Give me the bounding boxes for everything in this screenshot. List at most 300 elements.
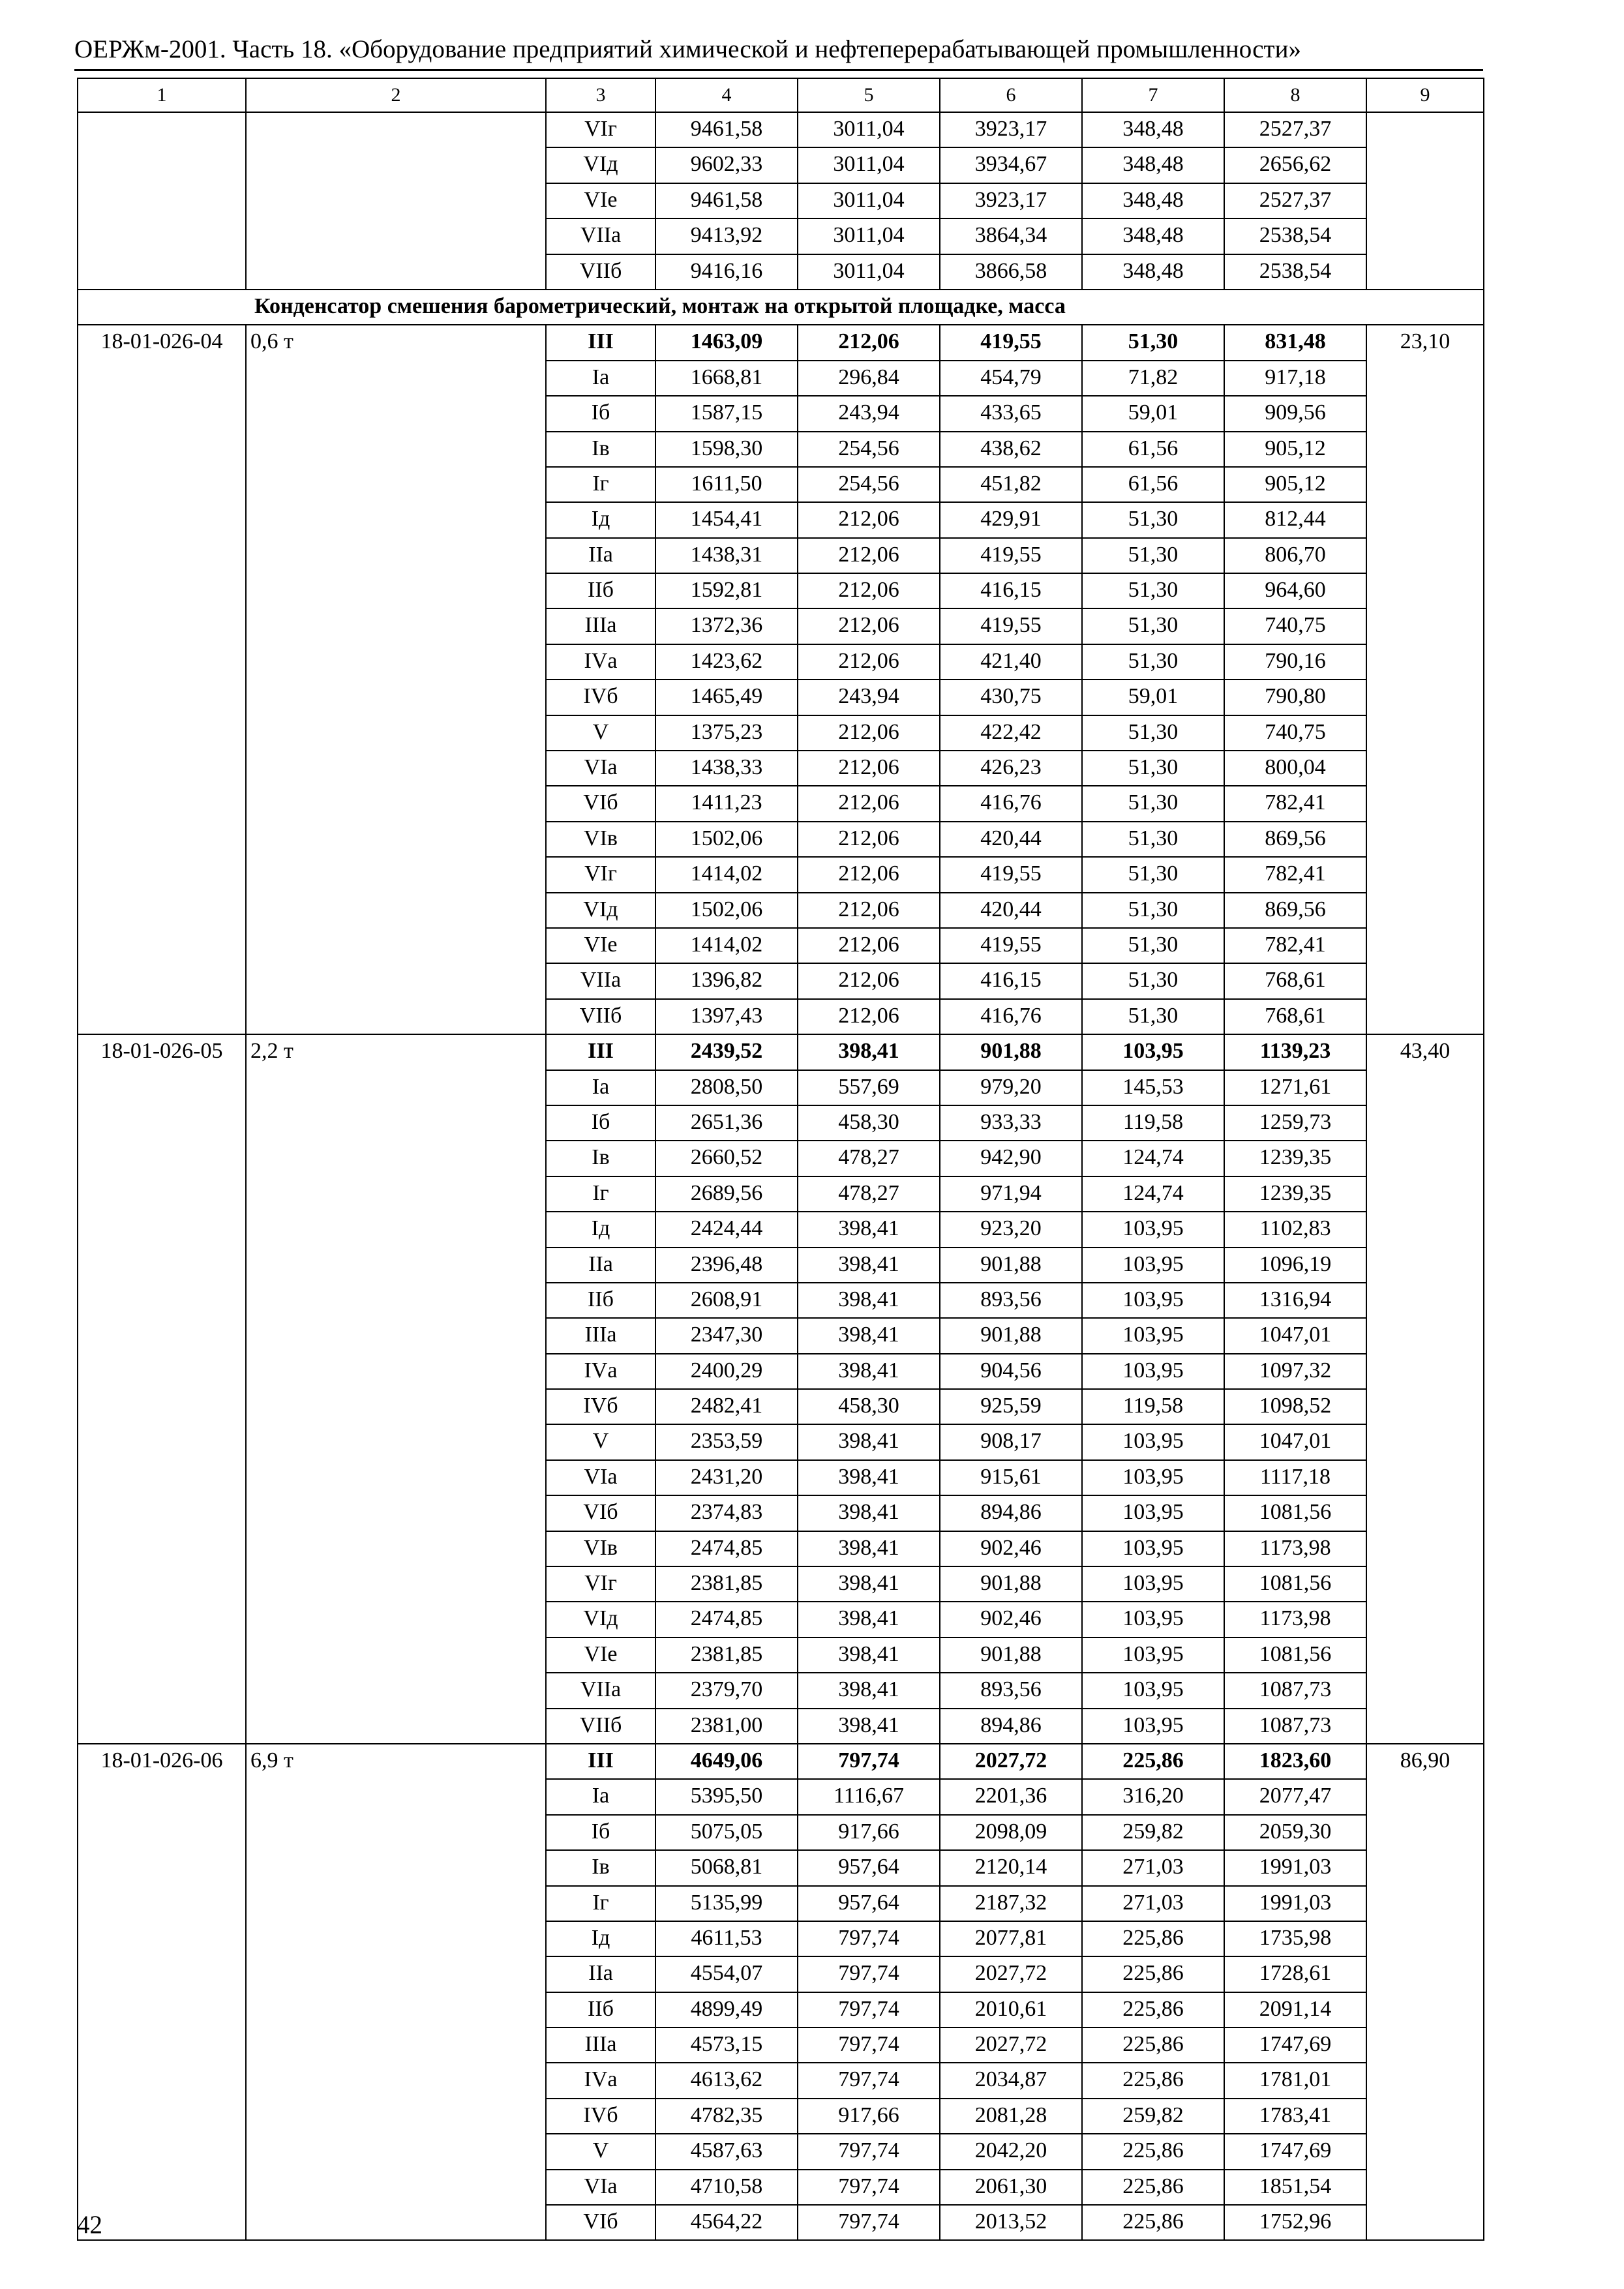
- value-cell: 957,64: [798, 1886, 940, 1921]
- value-cell: 831,48: [1224, 325, 1366, 360]
- value-cell: 2120,14: [940, 1850, 1082, 1885]
- zone-cell: VIд: [546, 893, 655, 928]
- value-cell: 901,88: [940, 1566, 1082, 1602]
- value-cell: 103,95: [1082, 1673, 1224, 1708]
- value-cell: 9416,16: [655, 254, 798, 290]
- value-cell: 1823,60: [1224, 1744, 1366, 1779]
- value-cell: 316,20: [1082, 1779, 1224, 1814]
- value-cell: 1173,98: [1224, 1602, 1366, 1637]
- value-cell: 2482,41: [655, 1389, 798, 1424]
- value-cell: 212,06: [798, 751, 940, 786]
- value-cell: 9461,58: [655, 112, 798, 147]
- value-cell: 1372,36: [655, 608, 798, 644]
- value-cell: 894,86: [940, 1709, 1082, 1744]
- value-cell: 420,44: [940, 893, 1082, 928]
- value-cell: 869,56: [1224, 893, 1366, 928]
- value-cell: 398,41: [798, 1424, 940, 1459]
- value-cell: 212,06: [798, 644, 940, 680]
- zone-cell: VIб: [546, 2205, 655, 2240]
- value-cell: 1587,15: [655, 396, 798, 431]
- zone-cell: VIв: [546, 822, 655, 857]
- zone-cell: V: [546, 715, 655, 751]
- column-number: 3: [546, 78, 655, 112]
- value-cell: 348,48: [1082, 183, 1224, 218]
- value-cell: 1851,54: [1224, 2170, 1366, 2205]
- value-cell: 271,03: [1082, 1850, 1224, 1885]
- value-cell: 3923,17: [940, 183, 1082, 218]
- value-cell: 3011,04: [798, 147, 940, 183]
- value-cell: 1502,06: [655, 893, 798, 928]
- zone-cell: IVа: [546, 1354, 655, 1389]
- value-cell: 212,06: [798, 999, 940, 1034]
- value-cell: 1747,69: [1224, 2134, 1366, 2169]
- value-cell: 790,80: [1224, 680, 1366, 715]
- value-cell: 925,59: [940, 1389, 1082, 1424]
- value-cell: 4573,15: [655, 2027, 798, 2063]
- value-cell: 2081,28: [940, 2099, 1082, 2134]
- value-cell: 212,06: [798, 963, 940, 998]
- value-cell: 2379,70: [655, 1673, 798, 1708]
- value-cell: 2059,30: [1224, 1815, 1366, 1850]
- value-cell: 398,41: [798, 1283, 940, 1318]
- value-cell: 103,95: [1082, 1212, 1224, 1247]
- value-cell: 797,74: [798, 1992, 940, 2027]
- header-rule: [74, 69, 1483, 71]
- value-cell: 782,41: [1224, 928, 1366, 963]
- value-cell: 9461,58: [655, 183, 798, 218]
- zone-cell: VIIб: [546, 254, 655, 290]
- zone-cell: IIIа: [546, 608, 655, 644]
- value-cell: 2474,85: [655, 1531, 798, 1566]
- value-cell: 416,76: [940, 786, 1082, 821]
- value-cell: 2660,52: [655, 1141, 798, 1176]
- value-cell: 1102,83: [1224, 1212, 1366, 1247]
- value-cell: 782,41: [1224, 857, 1366, 892]
- value-cell: 398,41: [798, 1460, 940, 1495]
- value-cell: 3934,67: [940, 147, 1082, 183]
- value-cell: 1502,06: [655, 822, 798, 857]
- value-cell: 3923,17: [940, 112, 1082, 147]
- column-number-row: [78, 78, 1484, 112]
- value-cell: 2424,44: [655, 1212, 798, 1247]
- value-cell: 1991,03: [1224, 1886, 1366, 1921]
- value-cell: 2091,14: [1224, 1992, 1366, 2027]
- zone-cell: VIд: [546, 147, 655, 183]
- value-cell: 2027,72: [940, 1744, 1082, 1779]
- zone-cell: V: [546, 2134, 655, 2169]
- zone-cell: Iа: [546, 1070, 655, 1105]
- value-cell: 51,30: [1082, 715, 1224, 751]
- value-cell: 1271,61: [1224, 1070, 1366, 1105]
- value-cell: 426,23: [940, 751, 1082, 786]
- value-cell: 51,30: [1082, 928, 1224, 963]
- value-cell: 119,58: [1082, 1389, 1224, 1424]
- value-cell: 212,06: [798, 608, 940, 644]
- value-cell: 398,41: [798, 1354, 940, 1389]
- value-cell: 971,94: [940, 1176, 1082, 1212]
- value-cell: 419,55: [940, 928, 1082, 963]
- table-body: [78, 78, 1484, 2240]
- value-cell: 1397,43: [655, 999, 798, 1034]
- value-cell: 1438,33: [655, 751, 798, 786]
- value-cell: 212,06: [798, 502, 940, 537]
- value-cell: 254,56: [798, 467, 940, 502]
- value-cell: 398,41: [798, 1034, 940, 1070]
- value-cell: 2400,29: [655, 1354, 798, 1389]
- value-cell: 1173,98: [1224, 1531, 1366, 1566]
- value-cell: 51,30: [1082, 751, 1224, 786]
- value-cell: 3011,04: [798, 183, 940, 218]
- value-cell: 2808,50: [655, 1070, 798, 1105]
- value-cell: 438,62: [940, 432, 1082, 467]
- value-cell: 59,01: [1082, 396, 1224, 431]
- value-cell: 812,44: [1224, 502, 1366, 537]
- value-cell: 243,94: [798, 396, 940, 431]
- value-cell: 398,41: [798, 1709, 940, 1744]
- value-cell: 5135,99: [655, 1886, 798, 1921]
- value-cell: 51,30: [1082, 822, 1224, 857]
- value-cell: 103,95: [1082, 1495, 1224, 1531]
- value-cell: 893,56: [940, 1283, 1082, 1318]
- value-cell: 1097,32: [1224, 1354, 1366, 1389]
- value-cell: 61,56: [1082, 467, 1224, 502]
- value-cell: 1438,31: [655, 538, 798, 573]
- value-cell: 103,95: [1082, 1709, 1224, 1744]
- value-cell: 458,30: [798, 1105, 940, 1141]
- value-cell: 51,30: [1082, 538, 1224, 573]
- value-cell: 904,56: [940, 1354, 1082, 1389]
- value-cell: 103,95: [1082, 1283, 1224, 1318]
- value-cell: 2689,56: [655, 1176, 798, 1212]
- value-cell: 212,06: [798, 822, 940, 857]
- col9-cell: 86,90: [1366, 1744, 1484, 2240]
- value-cell: 923,20: [940, 1212, 1082, 1247]
- value-cell: 1598,30: [655, 432, 798, 467]
- column-number: 8: [1224, 78, 1366, 112]
- value-cell: 4613,62: [655, 2063, 798, 2098]
- value-cell: 212,06: [798, 325, 940, 360]
- mass-cell: 0,6 т: [246, 325, 546, 1034]
- price-table: [77, 78, 1484, 2241]
- document-header: ОЕРЖм-2001. Часть 18. «Оборудование предприятий химической и нефтеперерабатывающей промышленности»: [74, 35, 1301, 63]
- zone-cell: III: [546, 1034, 655, 1070]
- value-cell: 1259,73: [1224, 1105, 1366, 1141]
- value-cell: 901,88: [940, 1248, 1082, 1283]
- zone-cell: IIа: [546, 1248, 655, 1283]
- value-cell: 71,82: [1082, 361, 1224, 396]
- value-cell: 271,03: [1082, 1886, 1224, 1921]
- value-cell: 557,69: [798, 1070, 940, 1105]
- value-cell: 348,48: [1082, 112, 1224, 147]
- zone-cell: Iб: [546, 396, 655, 431]
- value-cell: 225,86: [1082, 2027, 1224, 2063]
- value-cell: 225,86: [1082, 2063, 1224, 2098]
- value-cell: 458,30: [798, 1389, 940, 1424]
- column-number: 5: [798, 78, 940, 112]
- zone-cell: VIIб: [546, 1709, 655, 1744]
- value-cell: 768,61: [1224, 999, 1366, 1034]
- value-cell: 909,56: [1224, 396, 1366, 431]
- zone-cell: IVа: [546, 644, 655, 680]
- value-cell: 348,48: [1082, 254, 1224, 290]
- value-cell: 420,44: [940, 822, 1082, 857]
- col9-cell: [1366, 112, 1484, 290]
- page-number: 42: [77, 2211, 102, 2239]
- value-cell: 4554,07: [655, 1956, 798, 1992]
- value-cell: 103,95: [1082, 1638, 1224, 1673]
- zone-cell: Iг: [546, 1176, 655, 1212]
- value-cell: 2201,36: [940, 1779, 1082, 1814]
- value-cell: 1728,61: [1224, 1956, 1366, 1992]
- value-cell: 4587,63: [655, 2134, 798, 2169]
- value-cell: 869,56: [1224, 822, 1366, 857]
- zone-cell: VIг: [546, 1566, 655, 1602]
- section-row: [78, 290, 1484, 325]
- value-cell: 398,41: [798, 1602, 940, 1637]
- zone-cell: Iв: [546, 432, 655, 467]
- zone-cell: VIд: [546, 1602, 655, 1637]
- zone-cell: VIIа: [546, 963, 655, 998]
- value-cell: 3011,04: [798, 254, 940, 290]
- value-cell: 422,42: [940, 715, 1082, 751]
- value-cell: 5395,50: [655, 1779, 798, 1814]
- zone-cell: VIIб: [546, 999, 655, 1034]
- value-cell: 917,66: [798, 2099, 940, 2134]
- value-cell: 2077,81: [940, 1921, 1082, 1956]
- value-cell: 800,04: [1224, 751, 1366, 786]
- code-cell: 18-01-026-06: [78, 1744, 246, 2240]
- value-cell: 259,82: [1082, 2099, 1224, 2134]
- value-cell: 2374,83: [655, 1495, 798, 1531]
- value-cell: 103,95: [1082, 1354, 1224, 1389]
- value-cell: 59,01: [1082, 680, 1224, 715]
- value-cell: 1423,62: [655, 644, 798, 680]
- value-cell: 2381,85: [655, 1638, 798, 1673]
- value-cell: 1087,73: [1224, 1709, 1366, 1744]
- value-cell: 797,74: [798, 2170, 940, 2205]
- value-cell: 103,95: [1082, 1318, 1224, 1353]
- zone-cell: Iб: [546, 1815, 655, 1850]
- value-cell: 894,86: [940, 1495, 1082, 1531]
- value-cell: 2353,59: [655, 1424, 798, 1459]
- value-cell: 2013,52: [940, 2205, 1082, 2240]
- value-cell: 1096,19: [1224, 1248, 1366, 1283]
- zone-cell: IVб: [546, 680, 655, 715]
- value-cell: 902,46: [940, 1531, 1082, 1566]
- value-cell: 398,41: [798, 1212, 940, 1247]
- value-cell: 51,30: [1082, 644, 1224, 680]
- value-cell: 51,30: [1082, 608, 1224, 644]
- zone-cell: III: [546, 325, 655, 360]
- value-cell: 2527,37: [1224, 112, 1366, 147]
- zone-cell: VIIа: [546, 218, 655, 254]
- value-cell: 225,86: [1082, 1921, 1224, 1956]
- value-cell: 1375,23: [655, 715, 798, 751]
- value-cell: 797,74: [798, 2063, 940, 2098]
- value-cell: 5068,81: [655, 1850, 798, 1885]
- col9-cell: 23,10: [1366, 325, 1484, 1034]
- value-cell: 433,65: [940, 396, 1082, 431]
- value-cell: 1735,98: [1224, 1921, 1366, 1956]
- value-cell: 917,18: [1224, 361, 1366, 396]
- value-cell: 103,95: [1082, 1034, 1224, 1070]
- value-cell: 51,30: [1082, 999, 1224, 1034]
- value-cell: 790,16: [1224, 644, 1366, 680]
- zone-cell: VIа: [546, 751, 655, 786]
- value-cell: 1592,81: [655, 573, 798, 608]
- value-cell: 9413,92: [655, 218, 798, 254]
- value-cell: 51,30: [1082, 786, 1224, 821]
- value-cell: 1752,96: [1224, 2205, 1366, 2240]
- value-cell: 259,82: [1082, 1815, 1224, 1850]
- zone-cell: VIг: [546, 112, 655, 147]
- value-cell: 4710,58: [655, 2170, 798, 2205]
- value-cell: 398,41: [798, 1638, 940, 1673]
- value-cell: 908,17: [940, 1424, 1082, 1459]
- value-cell: 51,30: [1082, 325, 1224, 360]
- zone-cell: III: [546, 1744, 655, 1779]
- value-cell: 212,06: [798, 538, 940, 573]
- column-number: 6: [940, 78, 1082, 112]
- value-cell: 1047,01: [1224, 1424, 1366, 1459]
- table-row: [78, 112, 1484, 147]
- value-cell: 398,41: [798, 1495, 940, 1531]
- value-cell: 145,53: [1082, 1070, 1224, 1105]
- value-cell: 1454,41: [655, 502, 798, 537]
- value-cell: 1991,03: [1224, 1850, 1366, 1885]
- value-cell: 806,70: [1224, 538, 1366, 573]
- value-cell: 398,41: [798, 1673, 940, 1708]
- zone-cell: Iг: [546, 467, 655, 502]
- value-cell: 2439,52: [655, 1034, 798, 1070]
- value-cell: 5075,05: [655, 1815, 798, 1850]
- value-cell: 1414,02: [655, 928, 798, 963]
- zone-cell: IIб: [546, 1992, 655, 2027]
- mass-cell: 6,9 т: [246, 1744, 546, 2240]
- value-cell: 1396,82: [655, 963, 798, 998]
- zone-cell: VIе: [546, 1638, 655, 1673]
- value-cell: 103,95: [1082, 1460, 1224, 1495]
- value-cell: 419,55: [940, 608, 1082, 644]
- column-number: 1: [78, 78, 246, 112]
- value-cell: 398,41: [798, 1566, 940, 1602]
- value-cell: 212,06: [798, 928, 940, 963]
- value-cell: 2656,62: [1224, 147, 1366, 183]
- value-cell: 454,79: [940, 361, 1082, 396]
- value-cell: 212,06: [798, 573, 940, 608]
- value-cell: 782,41: [1224, 786, 1366, 821]
- value-cell: 451,82: [940, 467, 1082, 502]
- value-cell: 905,12: [1224, 467, 1366, 502]
- value-cell: 901,88: [940, 1638, 1082, 1673]
- value-cell: 2027,72: [940, 2027, 1082, 2063]
- column-number: 2: [246, 78, 546, 112]
- value-cell: 2474,85: [655, 1602, 798, 1637]
- value-cell: 1668,81: [655, 361, 798, 396]
- value-cell: 103,95: [1082, 1566, 1224, 1602]
- zone-cell: VIа: [546, 2170, 655, 2205]
- column-number: 7: [1082, 78, 1224, 112]
- value-cell: 2061,30: [940, 2170, 1082, 2205]
- value-cell: 51,30: [1082, 893, 1224, 928]
- value-cell: 2396,48: [655, 1248, 798, 1283]
- value-cell: 124,74: [1082, 1141, 1224, 1176]
- value-cell: 51,30: [1082, 963, 1224, 998]
- value-cell: 225,86: [1082, 2170, 1224, 2205]
- value-cell: 2027,72: [940, 1956, 1082, 1992]
- value-cell: 901,88: [940, 1318, 1082, 1353]
- column-number: 4: [655, 78, 798, 112]
- section-title: Конденсатор смешения барометрический, монтаж на открытой площадке, масса: [78, 290, 1484, 325]
- code-cell: 18-01-026-04: [78, 325, 246, 1034]
- mass-cell: 2,2 т: [246, 1034, 546, 1744]
- value-cell: 212,06: [798, 893, 940, 928]
- value-cell: 4782,35: [655, 2099, 798, 2134]
- value-cell: 797,74: [798, 2205, 940, 2240]
- value-cell: 429,91: [940, 502, 1082, 537]
- value-cell: 398,41: [798, 1248, 940, 1283]
- table-row: [78, 1034, 1484, 1070]
- value-cell: 103,95: [1082, 1602, 1224, 1637]
- value-cell: 51,30: [1082, 502, 1224, 537]
- value-cell: 103,95: [1082, 1424, 1224, 1459]
- value-cell: 225,86: [1082, 1992, 1224, 2027]
- value-cell: 103,95: [1082, 1531, 1224, 1566]
- value-cell: 1411,23: [655, 786, 798, 821]
- value-cell: 416,15: [940, 573, 1082, 608]
- value-cell: 797,74: [798, 1744, 940, 1779]
- value-cell: 51,30: [1082, 857, 1224, 892]
- value-cell: 1239,35: [1224, 1176, 1366, 1212]
- zone-cell: VIб: [546, 1495, 655, 1531]
- value-cell: 797,74: [798, 1956, 940, 1992]
- zone-cell: Iа: [546, 361, 655, 396]
- value-cell: 419,55: [940, 325, 1082, 360]
- value-cell: 4649,06: [655, 1744, 798, 1779]
- zone-cell: IVа: [546, 2063, 655, 2098]
- value-cell: 797,74: [798, 2134, 940, 2169]
- value-cell: 419,55: [940, 857, 1082, 892]
- zone-cell: IIIа: [546, 1318, 655, 1353]
- zone-cell: Iд: [546, 502, 655, 537]
- value-cell: 3011,04: [798, 218, 940, 254]
- value-cell: 1098,52: [1224, 1389, 1366, 1424]
- value-cell: 2381,00: [655, 1709, 798, 1744]
- value-cell: 1081,56: [1224, 1566, 1366, 1602]
- value-cell: 1139,23: [1224, 1034, 1366, 1070]
- column-number: 9: [1366, 78, 1484, 112]
- value-cell: 3011,04: [798, 112, 940, 147]
- value-cell: 957,64: [798, 1850, 940, 1885]
- mass-cell: [246, 112, 546, 290]
- value-cell: 901,88: [940, 1034, 1082, 1070]
- value-cell: 2010,61: [940, 1992, 1082, 2027]
- zone-cell: IIIа: [546, 2027, 655, 2063]
- value-cell: 225,86: [1082, 2205, 1224, 2240]
- value-cell: 419,55: [940, 538, 1082, 573]
- zone-cell: Iб: [546, 1105, 655, 1141]
- value-cell: 1781,01: [1224, 2063, 1366, 2098]
- value-cell: 421,40: [940, 644, 1082, 680]
- value-cell: 1081,56: [1224, 1495, 1366, 1531]
- value-cell: 2347,30: [655, 1318, 798, 1353]
- value-cell: 119,58: [1082, 1105, 1224, 1141]
- value-cell: 348,48: [1082, 218, 1224, 254]
- value-cell: 2651,36: [655, 1105, 798, 1141]
- value-cell: 398,41: [798, 1531, 940, 1566]
- zone-cell: VIб: [546, 786, 655, 821]
- value-cell: 1116,67: [798, 1779, 940, 1814]
